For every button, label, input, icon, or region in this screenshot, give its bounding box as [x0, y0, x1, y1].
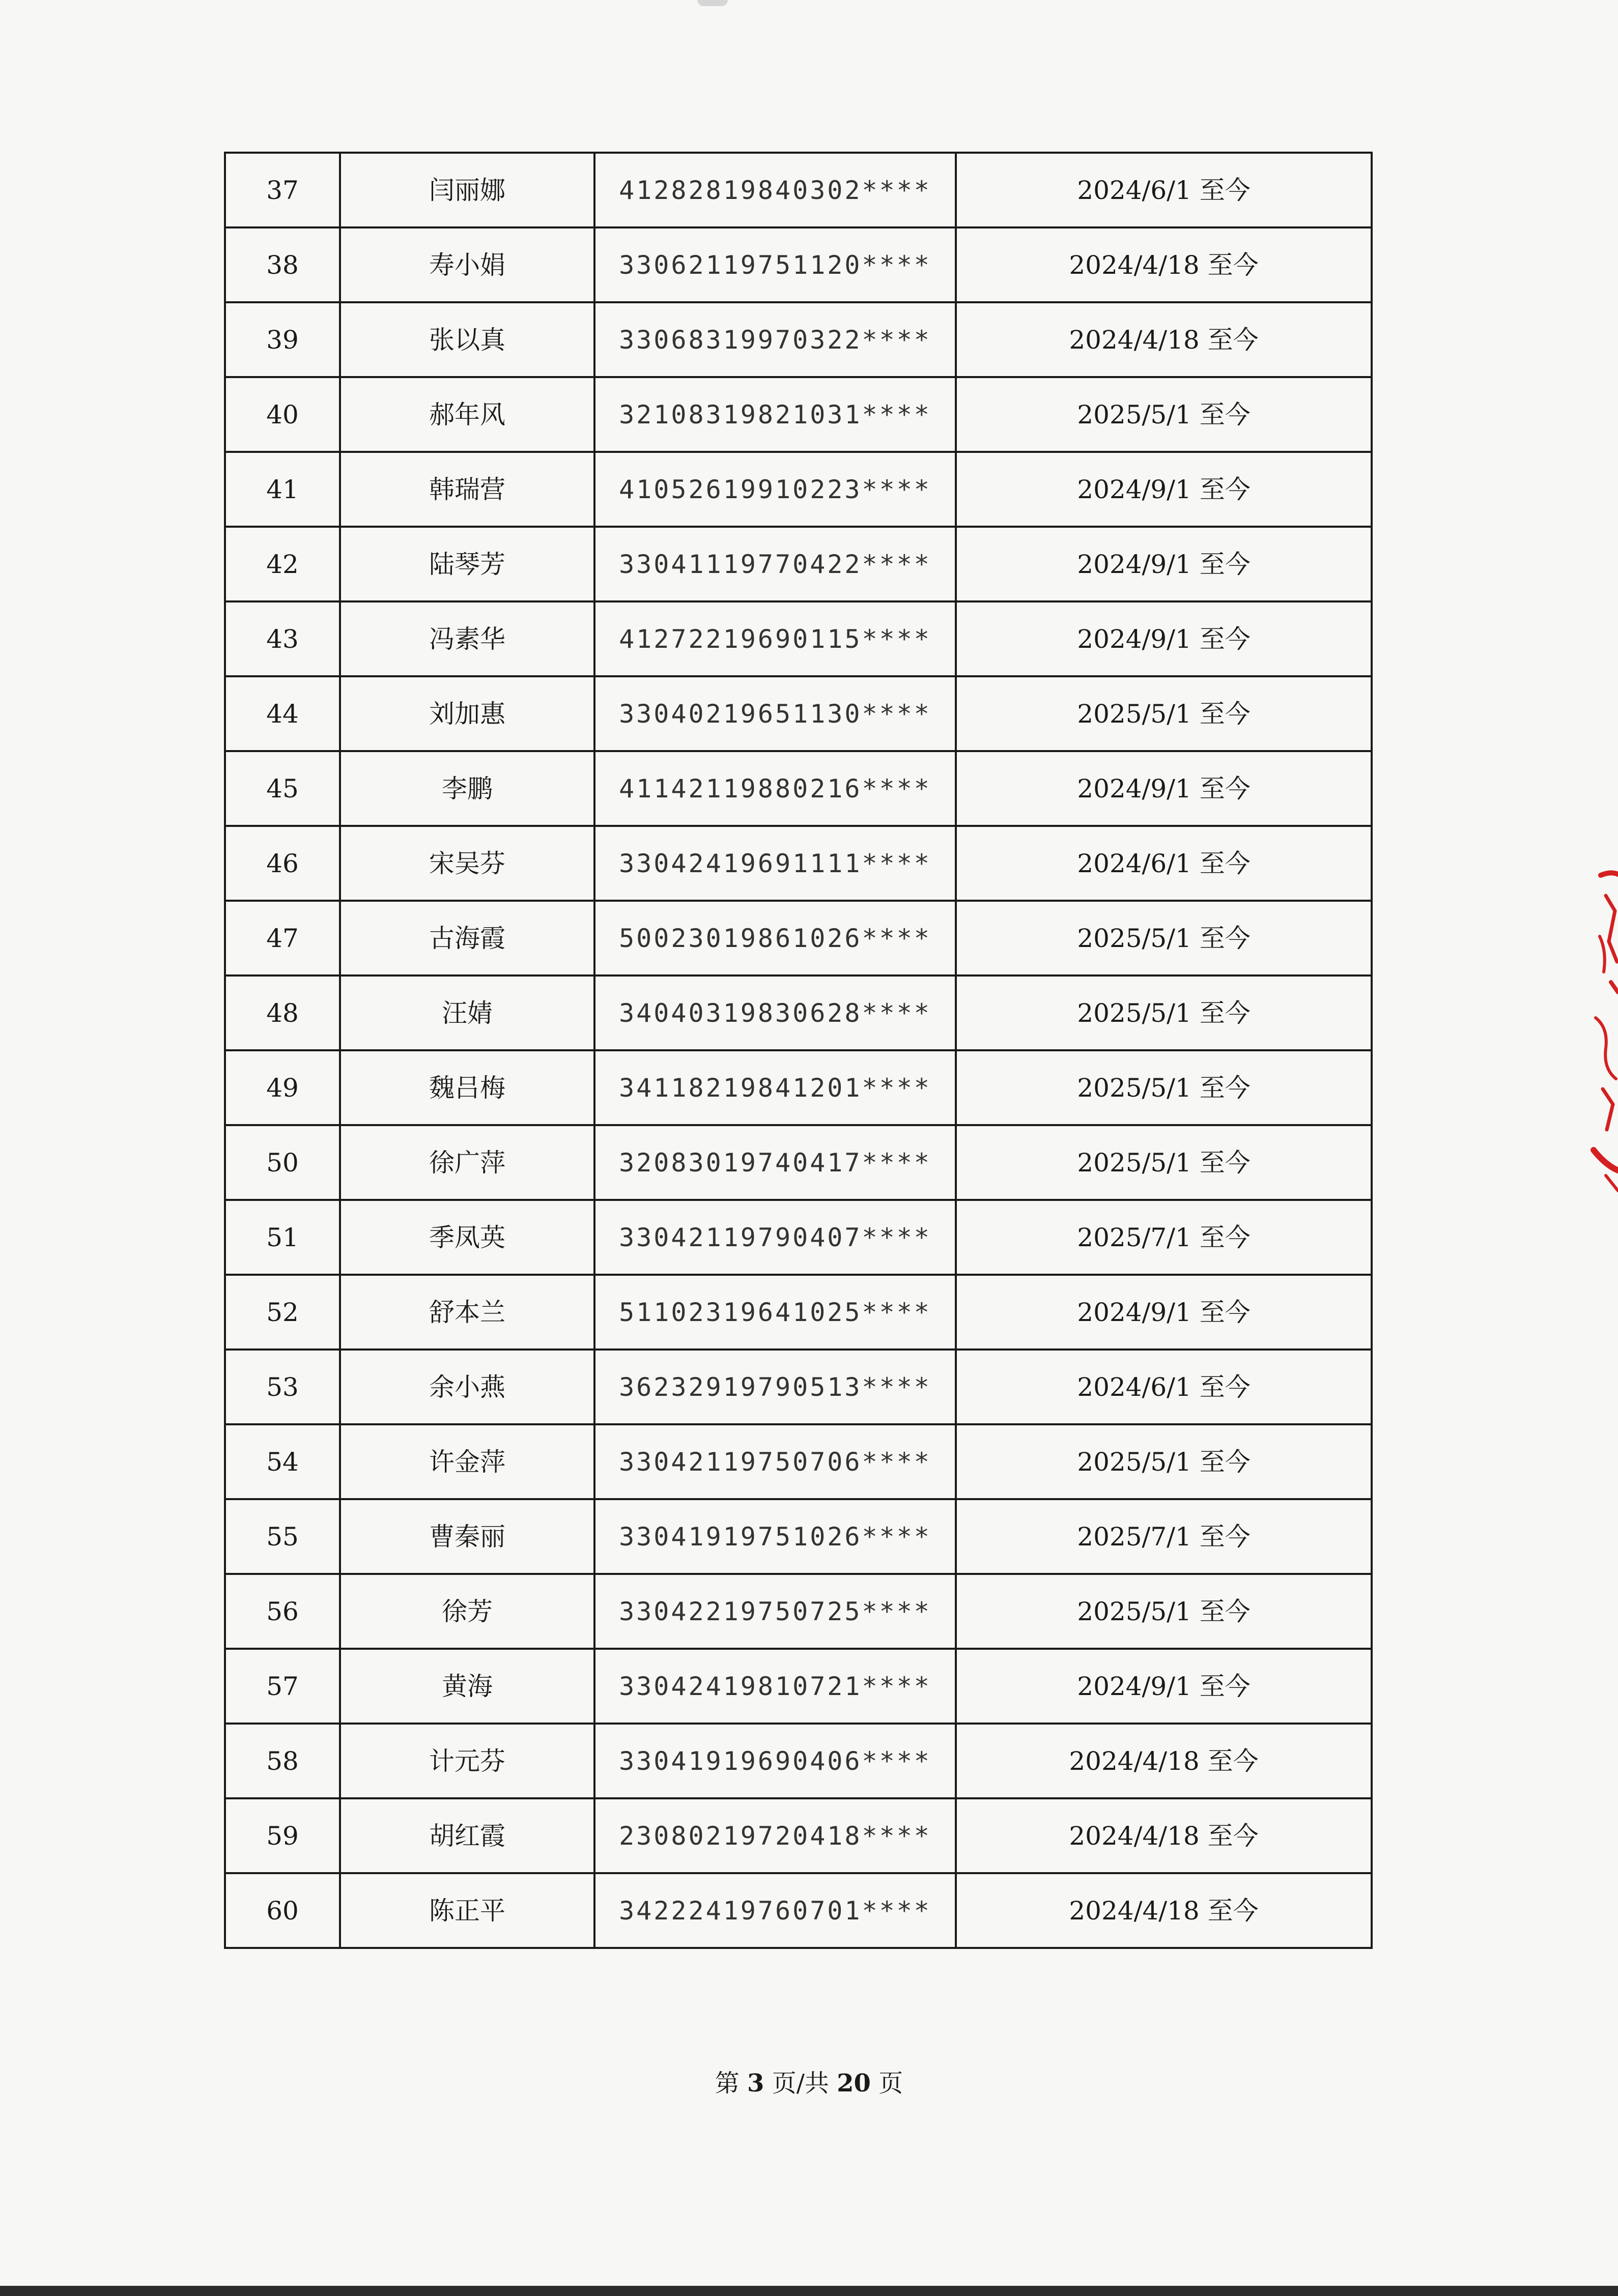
row-name: 曹秦丽: [340, 1499, 594, 1574]
row-number: 40: [225, 377, 340, 452]
row-name: 陆琴芳: [340, 527, 594, 601]
row-number: 56: [225, 1574, 340, 1649]
row-number: 39: [225, 302, 340, 377]
row-number: 59: [225, 1798, 340, 1873]
row-name: 张以真: [340, 302, 594, 377]
row-date: 2024/9/1 至今: [956, 527, 1372, 601]
row-id-number: 36232919790513****: [594, 1350, 956, 1424]
row-name: 冯素华: [340, 601, 594, 676]
row-number: 50: [225, 1125, 340, 1200]
table-row: [225, 1424, 1372, 1499]
row-id-number: 33040219651130****: [594, 676, 956, 751]
row-date: 2024/4/18 至今: [956, 1798, 1372, 1873]
row-id-number: 33041919690406****: [594, 1724, 956, 1798]
row-id-number: 34040319830628****: [594, 975, 956, 1050]
row-name: 寿小娟: [340, 227, 594, 302]
table-row: [225, 1574, 1372, 1649]
row-number: 46: [225, 826, 340, 901]
row-number: 42: [225, 527, 340, 601]
row-name: 胡红霞: [340, 1798, 594, 1873]
row-number: 52: [225, 1275, 340, 1350]
row-id-number: 32108319821031****: [594, 377, 956, 452]
table-row: [225, 1499, 1372, 1574]
row-date: 2025/5/1 至今: [956, 1424, 1372, 1499]
footer-suffix: 页: [878, 2069, 903, 2098]
row-number: 51: [225, 1200, 340, 1275]
row-number: 38: [225, 227, 340, 302]
row-date: 2024/4/18 至今: [956, 1873, 1372, 1948]
row-name: 黄海: [340, 1649, 594, 1724]
row-name: 韩瑞营: [340, 452, 594, 527]
row-number: 41: [225, 452, 340, 527]
row-date: 2025/5/1 至今: [956, 676, 1372, 751]
row-name: 郝年风: [340, 377, 594, 452]
row-name: 季凤英: [340, 1200, 594, 1275]
roster-table-body: [225, 153, 1372, 1948]
row-id-number: 33068319970322****: [594, 302, 956, 377]
row-number: 43: [225, 601, 340, 676]
row-date: 2024/4/18 至今: [956, 302, 1372, 377]
row-name: 许金萍: [340, 1424, 594, 1499]
row-date: 2025/5/1 至今: [956, 1125, 1372, 1200]
table-row: [225, 1724, 1372, 1798]
footer-total-pages: 20: [837, 2069, 871, 2098]
table-row: [225, 1050, 1372, 1125]
row-number: 57: [225, 1649, 340, 1724]
scan-bottom-edge: [0, 2286, 1618, 2296]
table-row: [225, 527, 1372, 601]
table-row: [225, 601, 1372, 676]
row-id-number: 33041119770422****: [594, 527, 956, 601]
row-number: 44: [225, 676, 340, 751]
row-date: 2025/5/1 至今: [956, 975, 1372, 1050]
table-row: [225, 975, 1372, 1050]
table-row: [225, 1798, 1372, 1873]
row-number: 55: [225, 1499, 340, 1574]
row-date: 2025/7/1 至今: [956, 1200, 1372, 1275]
table-row: [225, 1275, 1372, 1350]
table-row: [225, 826, 1372, 901]
row-id-number: 41272219690115****: [594, 601, 956, 676]
row-date: 2024/4/18 至今: [956, 1724, 1372, 1798]
row-number: 47: [225, 901, 340, 975]
row-name: 徐芳: [340, 1574, 594, 1649]
row-date: 2024/9/1 至今: [956, 751, 1372, 826]
table-row: [225, 676, 1372, 751]
footer-prefix: 第: [715, 2069, 740, 2098]
row-id-number: 33042119750706****: [594, 1424, 956, 1499]
row-number: 54: [225, 1424, 340, 1499]
footer-current-page: 3: [747, 2069, 764, 2098]
row-date: 2024/9/1 至今: [956, 1649, 1372, 1724]
row-id-number: 41282819840302****: [594, 153, 956, 227]
row-name: 陈正平: [340, 1873, 594, 1948]
row-number: 49: [225, 1050, 340, 1125]
row-name: 舒本兰: [340, 1275, 594, 1350]
row-name: 刘加惠: [340, 676, 594, 751]
row-name: 汪婧: [340, 975, 594, 1050]
table-row: [225, 153, 1372, 227]
row-id-number: 33042219750725****: [594, 1574, 956, 1649]
table-row: [225, 1125, 1372, 1200]
row-name: 徐广萍: [340, 1125, 594, 1200]
row-number: 60: [225, 1873, 340, 1948]
row-date: 2025/5/1 至今: [956, 1050, 1372, 1125]
table-row: [225, 1350, 1372, 1424]
row-id-number: 41052619910223****: [594, 452, 956, 527]
row-id-number: 33062119751120****: [594, 227, 956, 302]
red-stamp-fragment: [1560, 865, 1618, 1211]
table-row: [225, 751, 1372, 826]
row-number: 53: [225, 1350, 340, 1424]
table-row: [225, 1649, 1372, 1724]
row-date: 2025/5/1 至今: [956, 901, 1372, 975]
row-name: 魏吕梅: [340, 1050, 594, 1125]
row-date: 2024/9/1 至今: [956, 1275, 1372, 1350]
row-date: 2024/6/1 至今: [956, 1350, 1372, 1424]
row-date: 2025/5/1 至今: [956, 377, 1372, 452]
roster-table: [224, 152, 1373, 1949]
row-id-number: 50023019861026****: [594, 901, 956, 975]
row-id-number: 34222419760701****: [594, 1873, 956, 1948]
row-number: 48: [225, 975, 340, 1050]
row-date: 2024/6/1 至今: [956, 826, 1372, 901]
row-name: 闫丽娜: [340, 153, 594, 227]
row-date: 2025/5/1 至今: [956, 1574, 1372, 1649]
row-date: 2024/4/18 至今: [956, 227, 1372, 302]
row-id-number: 32083019740417****: [594, 1125, 956, 1200]
table-row: [225, 227, 1372, 302]
row-id-number: 23080219720418****: [594, 1798, 956, 1873]
row-name: 李鹏: [340, 751, 594, 826]
scan-shadow: [697, 0, 728, 6]
table-row: [225, 1873, 1372, 1948]
table-row: [225, 901, 1372, 975]
row-number: 58: [225, 1724, 340, 1798]
row-name: 余小燕: [340, 1350, 594, 1424]
row-date: 2024/9/1 至今: [956, 601, 1372, 676]
row-number: 45: [225, 751, 340, 826]
row-name: 计元芬: [340, 1724, 594, 1798]
row-id-number: 34118219841201****: [594, 1050, 956, 1125]
table-row: [225, 377, 1372, 452]
row-id-number: 33041919751026****: [594, 1499, 956, 1574]
row-id-number: 33042419691111****: [594, 826, 956, 901]
table-row: [225, 302, 1372, 377]
page-number-footer: [0, 2063, 1618, 2099]
row-id-number: 51102319641025****: [594, 1275, 956, 1350]
row-id-number: 41142119880216****: [594, 751, 956, 826]
footer-middle: 页/共: [772, 2069, 829, 2098]
row-number: 37: [225, 153, 340, 227]
table-row: [225, 452, 1372, 527]
row-id-number: 33042419810721****: [594, 1649, 956, 1724]
row-date: 2025/7/1 至今: [956, 1499, 1372, 1574]
row-date: 2024/6/1 至今: [956, 153, 1372, 227]
table-row: [225, 1200, 1372, 1275]
row-name: 古海霞: [340, 901, 594, 975]
row-date: 2024/9/1 至今: [956, 452, 1372, 527]
row-name: 宋吴芬: [340, 826, 594, 901]
row-id-number: 33042119790407****: [594, 1200, 956, 1275]
